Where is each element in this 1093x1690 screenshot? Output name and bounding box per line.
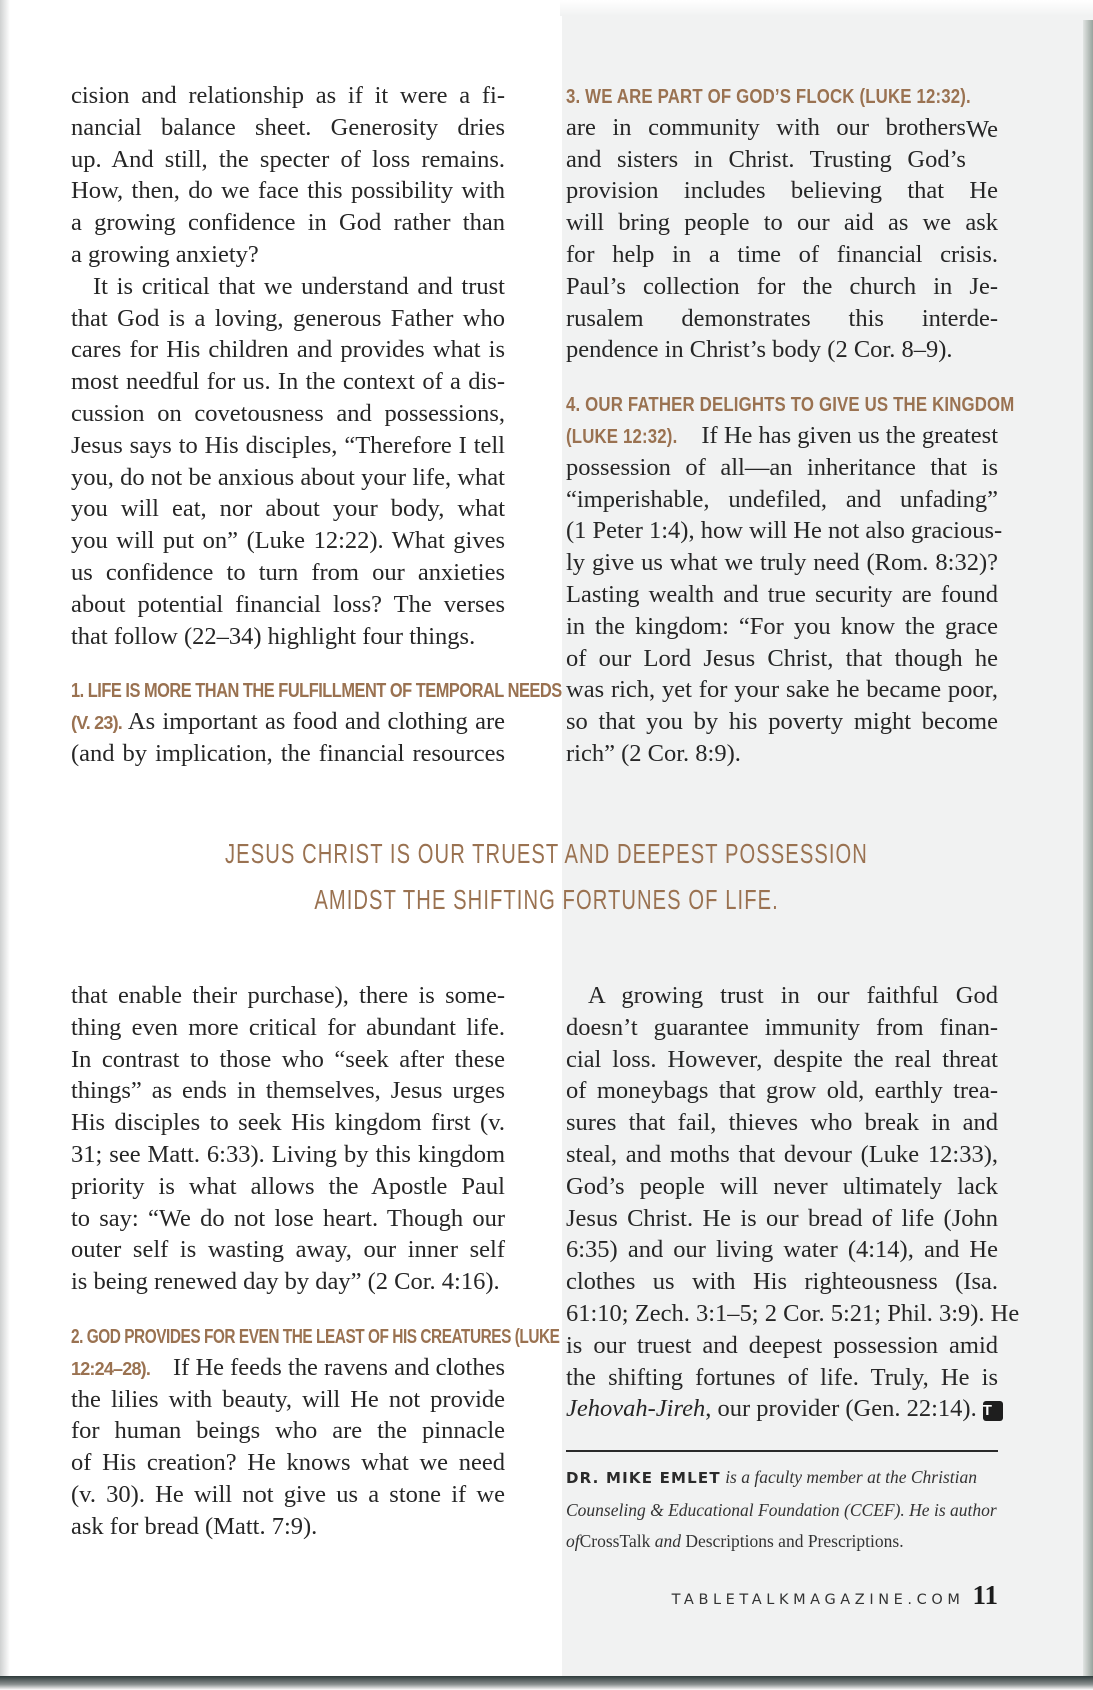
body-line: will bring people to our aid as we ask xyxy=(566,209,998,237)
point3-text: We xyxy=(965,115,998,143)
book-title: Descriptions and Prescriptions. xyxy=(685,1531,904,1551)
body-line: things” as ends in themselves, Jesus urges xyxy=(71,1077,505,1105)
body-line: cussion on covetousness and possessions, xyxy=(71,399,505,427)
point4-reference: (LUKE 12:32). xyxy=(566,425,678,448)
body-line: possession of all—an inheritance that is xyxy=(566,453,998,481)
body-line: pendence in Christ’s body (2 Cor. 8–9). xyxy=(566,336,953,364)
body-line: the lilies with beauty, will He not provide xyxy=(71,1385,505,1413)
body-line: that enable their purchase), there is some- xyxy=(71,982,505,1009)
body-line: How, then, do we face this possibility with xyxy=(71,177,505,205)
author-bio xyxy=(566,1462,998,1558)
pull-quote-text: AMIDST THE SHIFTING FORTUNES OF LIFE. xyxy=(314,884,779,915)
point2-heading-text: 2. GOD PROVIDES FOR EVEN THE LEAST OF HIS CREATURES (LUKE xyxy=(71,1325,560,1348)
body-line: was rich, yet for your sake he became poor, xyxy=(566,676,998,704)
body-line: are in community with our brothers xyxy=(566,113,966,141)
point1-text: As important as food and clothing are xyxy=(127,708,505,736)
page-footer xyxy=(640,1580,998,1611)
body-line: God’s people will never ultimately lack xyxy=(566,1172,998,1200)
body-line: to say: “We do not lose heart. Though our xyxy=(71,1204,505,1232)
bio-line xyxy=(566,1526,998,1558)
body-line: ask for bread (Matt. 7:9). xyxy=(71,1512,318,1540)
body-line: us confidence to turn from our anxieties xyxy=(71,558,505,586)
body-line: (and by implication, the financial resources xyxy=(71,739,505,767)
body-line: that God is a loving, generous Father who xyxy=(71,304,505,332)
body-line: sures that fail, thieves who break in and xyxy=(566,1109,998,1137)
author-name: DR. MIKE EMLET xyxy=(566,1469,721,1487)
bio-line xyxy=(566,1495,998,1527)
body-line: provision includes believing that He xyxy=(566,177,998,205)
body-line: Lasting wealth and true security are found xyxy=(566,580,998,608)
body-line: of moneybags that grow old, earthly trea- xyxy=(566,1077,998,1105)
body-line: nancial balance sheet. Generosity dries xyxy=(71,113,505,141)
pull-quote-line-2 xyxy=(0,884,1093,916)
left-column-top xyxy=(71,80,562,770)
body-line: you will put on” (Luke 12:22). What gives xyxy=(71,527,505,555)
body-line xyxy=(71,1352,505,1384)
bio-text: and xyxy=(650,1531,686,1551)
body-line: In contrast to those who “seek after these xyxy=(71,1045,505,1073)
body-line: of His creation? He knows what we need xyxy=(71,1449,505,1477)
body-line: “imperishable, undefiled, and unfading” xyxy=(566,485,998,513)
bio-divider xyxy=(566,1450,998,1452)
body-line: a growing anxiety? xyxy=(71,240,259,268)
body-line: thing even more critical for abundant life. xyxy=(71,1013,505,1041)
body-line: you will eat, nor about your body, what xyxy=(71,495,505,523)
point4-heading-text: 4. OUR FATHER DELIGHTS TO GIVE US THE KINGDOM xyxy=(566,394,1015,417)
right-column-bottom xyxy=(566,980,1020,1425)
point2-reference: 12:24–28). xyxy=(71,1358,151,1379)
point2-heading xyxy=(71,1320,560,1352)
body-line: that follow (22–34) highlight four things. xyxy=(71,622,476,650)
body-line: for help in a time of financial crisis. xyxy=(566,240,998,268)
body-line: doesn’t guarantee immunity from finan- xyxy=(566,1013,998,1041)
body-line: is our truest and deepest possession amid xyxy=(566,1331,998,1359)
body-line: cares for His children and provides what is xyxy=(71,336,505,364)
body-line: is being renewed day by day” (2 Cor. 4:16). xyxy=(71,1268,500,1296)
bio-text: Counseling & Educational Foundation (CCEF). He is author xyxy=(566,1499,997,1520)
body-line: about potential financial loss? The verses xyxy=(71,590,505,618)
body-line: a growing confidence in God rather than xyxy=(71,209,505,237)
body-line: for human beings who are the pinnacle xyxy=(71,1417,505,1445)
end-mark-icon: T xyxy=(983,1401,1003,1421)
body-line: 61:10; Zech. 3:1–5; 2 Cor. 5:21; Phil. 3:9). He xyxy=(566,1299,1020,1327)
body-line: 6:35) and our living water (4:14), and He xyxy=(566,1236,998,1264)
body-line: rich” (2 Cor. 8:9). xyxy=(566,739,741,767)
body-line: clothes us with His righteousness (Isa. xyxy=(566,1268,998,1296)
body-line: rusalem demonstrates this interde- xyxy=(566,304,998,332)
pull-quote-line-1 xyxy=(0,838,1093,870)
body-line: It is critical that we understand and trust xyxy=(93,272,505,300)
page-edge-top xyxy=(560,0,1093,16)
bio-text: is a faculty member at the Christian xyxy=(720,1467,977,1487)
body-line-final xyxy=(566,1393,998,1425)
page-number: 11 xyxy=(972,1580,998,1610)
body-line: the shifting fortunes of life. Truly, He is xyxy=(566,1363,998,1391)
body-line: Jesus Christ. He is our bread of life (John xyxy=(566,1204,998,1232)
body-line: you, do not be anxious about your life, what xyxy=(71,463,505,491)
body-line: up. And still, the specter of loss remains. xyxy=(71,145,505,173)
bio-text: of xyxy=(566,1531,580,1551)
body-line: A growing trust in our faithful God xyxy=(588,982,998,1009)
point1-heading-text: 1. LIFE IS MORE THAN THE FULFILLMENT OF TEMPORAL NEEDS xyxy=(71,680,562,703)
body-line: steal, and moths that devour (Luke 12:33), xyxy=(566,1140,998,1168)
body-line: in the kingdom: “For you know the grace xyxy=(566,612,998,640)
body-line: so that you by his poverty might become xyxy=(566,708,998,736)
body-line: (1 Peter 1:4), how will He not also gracious- xyxy=(566,517,1003,545)
final-text: , our provider (Gen. 22:14). xyxy=(705,1395,977,1423)
body-line: ly give us what we truly need (Rom. 8:32)? xyxy=(566,549,998,577)
body-line: cial loss. However, despite the real threat xyxy=(566,1045,998,1073)
point2-text: If He feeds the ravens and clothes xyxy=(173,1353,505,1381)
bio-line xyxy=(566,1462,998,1495)
body-line: priority is what allows the Apostle Paul xyxy=(71,1172,505,1200)
page-edge-bottom xyxy=(0,1676,1093,1690)
right-column-top xyxy=(566,80,1015,770)
point1-heading xyxy=(71,674,562,706)
point4-text: If He has given us the greatest xyxy=(701,421,998,449)
body-line xyxy=(71,706,505,738)
pull-quote-text: JESUS CHRIST IS OUR TRUEST AND DEEPEST POSSESSION xyxy=(225,838,868,869)
body-line: 31; see Matt. 6:33). Living by this kingdom xyxy=(71,1140,505,1168)
point4-heading xyxy=(566,388,1015,420)
book-title: CrossTalk xyxy=(579,1531,651,1551)
body-line: most needful for us. In the context of a dis- xyxy=(71,368,505,396)
body-line: Jesus says to His disciples, “Therefore I tell xyxy=(71,431,505,459)
body-line: outer self is wasting away, our inner self xyxy=(71,1236,505,1264)
point1-reference: (V. 23). xyxy=(71,713,122,734)
body-line: His disciples to seek His kingdom first (v. xyxy=(71,1109,505,1137)
body-line: cision and relationship as if it were a fi- xyxy=(71,82,505,109)
body-line: Paul’s collection for the church in Je- xyxy=(566,272,998,300)
body-line xyxy=(566,420,998,452)
italic-name: Jehovah-Jireh xyxy=(566,1395,706,1423)
point3-heading: 3. WE ARE PART OF GOD’S FLOCK (LUKE 12:32). xyxy=(566,86,971,108)
body-line: of our Lord Jesus Christ, that though he xyxy=(566,644,998,672)
website-url: TABLETALKMAGAZINE.COM xyxy=(671,1592,965,1608)
left-column-bottom xyxy=(71,980,560,1543)
body-line: (v. 30). He will not give us a stone if we xyxy=(71,1480,505,1508)
body-line: and sisters in Christ. Trusting God’s xyxy=(566,145,966,173)
